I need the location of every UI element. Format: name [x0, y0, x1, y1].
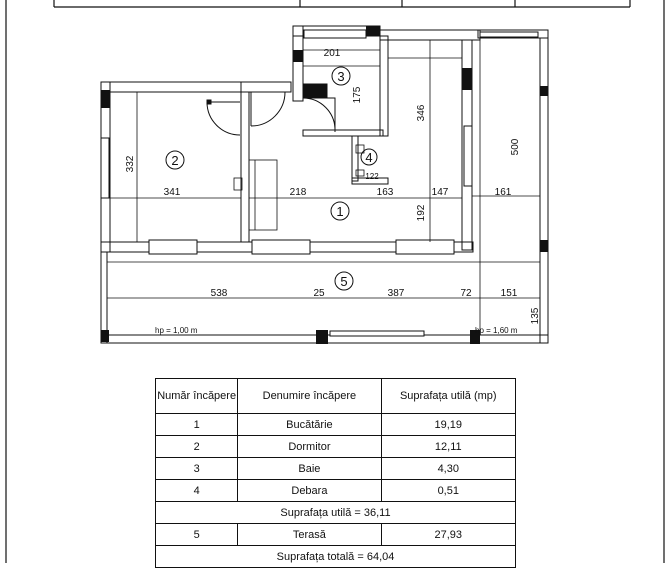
dim-500: 500: [510, 138, 521, 156]
row-number: 5: [156, 524, 238, 546]
row-name: Bucătărie: [238, 414, 381, 436]
dim-122: 122: [365, 172, 379, 181]
table-row: [156, 480, 516, 502]
dim-201: 201: [323, 48, 341, 59]
dim-175: 175: [352, 86, 363, 104]
room-label-3: 3: [337, 69, 345, 84]
row-number: 1: [156, 414, 238, 436]
useful-total: Suprafața utilă = 36,11: [156, 502, 516, 524]
note-hp-left: hp = 1,00 m: [155, 326, 198, 335]
dim-538: 538: [210, 288, 228, 299]
dim-72: 72: [460, 288, 472, 299]
row-name: Debara: [238, 480, 381, 502]
dim-161: 161: [494, 187, 512, 198]
row-area: 12,11: [381, 436, 515, 458]
header-area: Suprafața utilă (mp): [381, 379, 515, 414]
row-number: 4: [156, 480, 238, 502]
dim-218: 218: [289, 187, 307, 198]
table-row: [156, 458, 516, 480]
dim-346: 346: [416, 104, 427, 122]
row-name: Terasă: [238, 524, 381, 546]
dim-135: 135: [530, 307, 541, 325]
room-label-5: 5: [340, 274, 348, 289]
table-header-row: [156, 379, 516, 414]
room-area-table: [155, 378, 516, 568]
table-row: [156, 524, 516, 546]
grand-total-row: [156, 546, 516, 568]
table-row: [156, 414, 516, 436]
row-name: Dormitor: [238, 436, 381, 458]
useful-total-row: [156, 502, 516, 524]
header-name: Denumire încăpere: [238, 379, 381, 414]
dim-25: 25: [313, 288, 325, 299]
table-row: [156, 436, 516, 458]
dim-341: 341: [163, 187, 181, 198]
dim-332: 332: [125, 155, 136, 173]
room-markers: [163, 67, 377, 290]
room-label-2: 2: [171, 153, 179, 168]
dim-147: 147: [431, 187, 449, 198]
grand-total: Suprafața totală = 64,04: [156, 546, 516, 568]
dim-163: 163: [376, 187, 394, 198]
room-label-1: 1: [336, 204, 344, 219]
dim-387: 387: [387, 288, 405, 299]
room-label-4: 4: [365, 150, 373, 165]
row-name: Baie: [238, 458, 381, 480]
row-number: 2: [156, 436, 238, 458]
row-area: 4,30: [381, 458, 515, 480]
row-number: 3: [156, 458, 238, 480]
row-area: 19,19: [381, 414, 515, 436]
dim-151: 151: [500, 288, 518, 299]
dim-192: 192: [416, 204, 427, 222]
header-number: Număr încăpere: [156, 379, 238, 414]
note-hp-right: hp = 1,60 m: [475, 326, 518, 335]
row-area: 27,93: [381, 524, 515, 546]
row-area: 0,51: [381, 480, 515, 502]
